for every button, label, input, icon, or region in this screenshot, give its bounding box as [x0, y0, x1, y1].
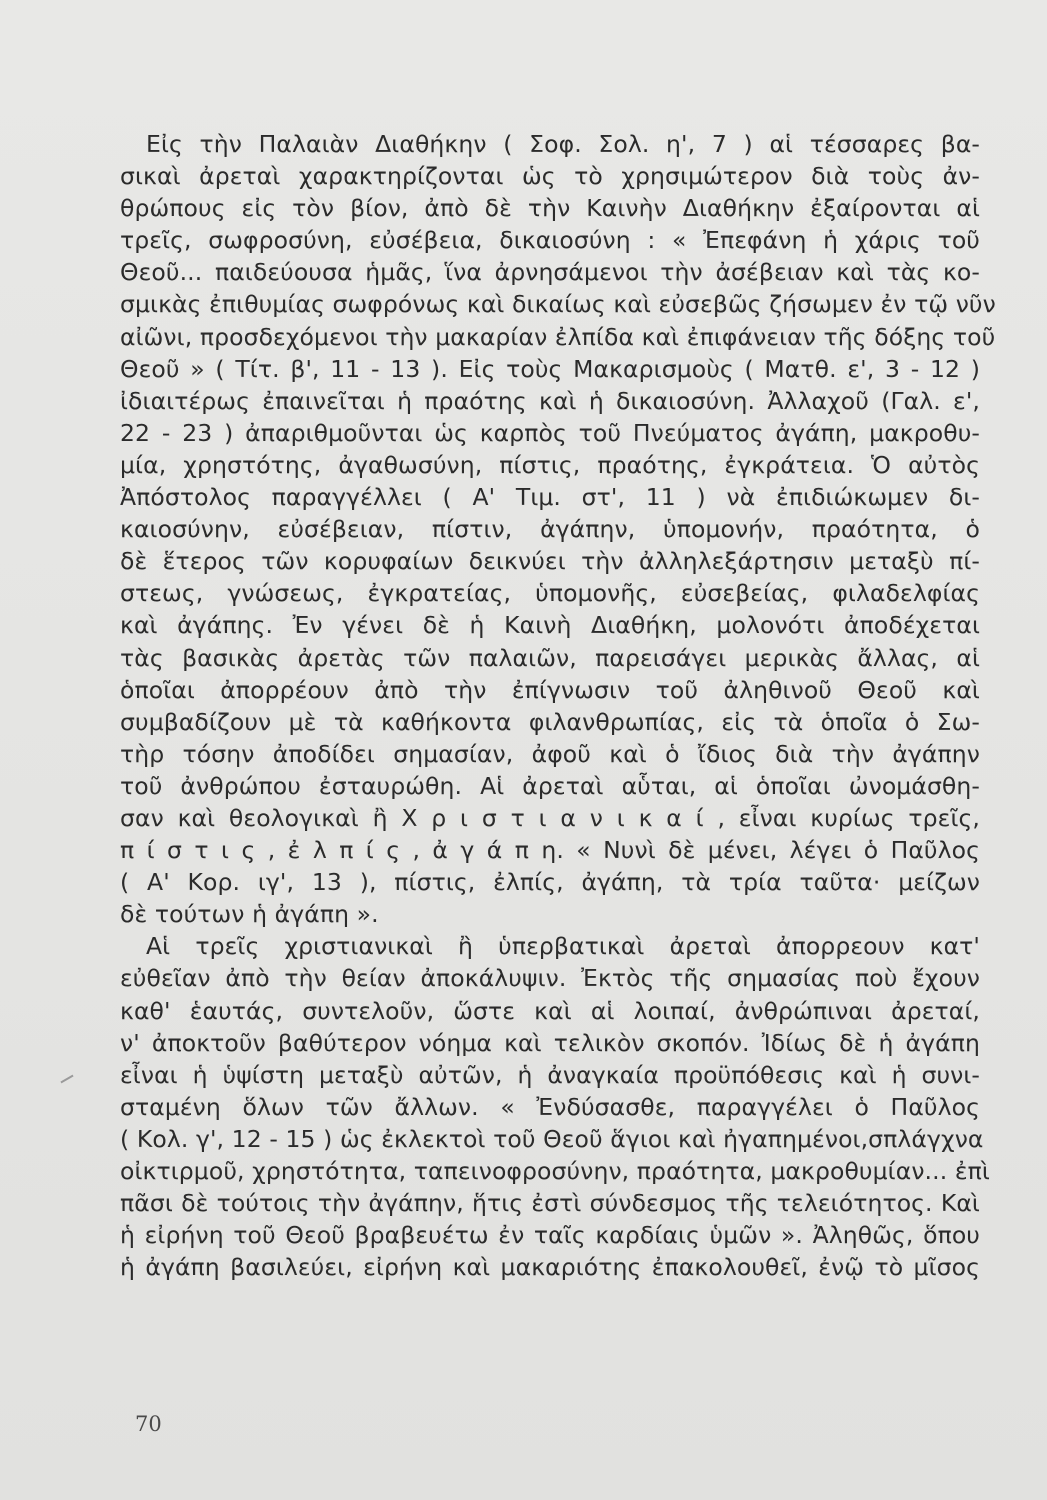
text-line: ἡ ἀγάπη βασιλεύει, εἰρήνη καὶ μακαριότης ἐπακολουθεῖ, ἐνῷ τὸ μῖσος: [120, 1253, 980, 1282]
text-line: 22 - 23 ) ἀπαριθμοῦνται ὡς καρπὸς τοῦ Πνεύματος ἀγάπη, μακροθυ-: [120, 418, 980, 447]
text-line: ἡ εἰρήνη τοῦ Θεοῦ βραβευέτω ἐν ταῖς καρδίαις ὑμῶν ». Ἀληθῶς, ὅπου: [120, 1221, 980, 1250]
paragraph-2: [120, 930, 990, 1283]
text-line: οἰκτιρμοῦ, χρηστότητα, ταπεινοφροσύνην, πραότητα, μακροθυμίαν... ἐπὶ: [120, 1157, 990, 1185]
text-line: στεως, γνώσεως, ἐγκρατείας, ὑπομονῆς, εὐσεβείας, φιλαδελφίας: [120, 579, 980, 608]
text-line: συμβαδίζουν μὲ τὰ καθήκοντα φιλανθρωπίας, εἰς τὰ ὁποῖα ὁ Σω-: [120, 707, 980, 736]
text-line: σαν καὶ θεολογικαὶ ἢ Χ ρ ι σ τ ι α ν ι κ α ί , εἶναι κυρίως τρεῖς,: [120, 803, 980, 832]
ink-speck: [60, 1075, 73, 1084]
text-line: π ί σ τ ι ς , ἐ λ π ί ς , ἀ γ ά π η. « Νυνὶ δὲ μένει, λέγει ὁ Παῦλος: [120, 836, 980, 865]
text-line: σταμένη ὅλων τῶν ἄλλων. « Ἐνδύσασθε, παραγγέλει ὁ Παῦλος: [120, 1092, 980, 1121]
text-line: αἰῶνι, προσδεχόμενοι τὴν μακαρίαν ἐλπίδα καὶ ἐπιφάνειαν τῆς δόξης τοῦ: [120, 322, 996, 351]
text-line: σμικὰς ἐπιθυμίας σωφρόνως καὶ δικαίως καὶ εὐσεβῶς ζήσωμεν ἐν τῷ νῦν: [120, 290, 996, 319]
text-line: τὰς βασικὰς ἀρετὰς τῶν παλαιῶν, παρεισάγει μερικὰς ἄλλας, αἱ: [120, 643, 980, 672]
paragraph-1: [120, 128, 996, 930]
text-line: ἰδιαιτέρως ἐπαινεῖται ἡ πραότης καὶ ἡ δικαιοσύνη. Ἀλλαχοῦ (Γαλ. ε',: [120, 386, 980, 415]
text-line: τοῦ ἀνθρώπου ἐσταυρώθη. Αἱ ἀρεταὶ αὗται, αἱ ὁποῖαι ὠνομάσθη-: [120, 771, 980, 800]
text-line: σικαὶ ἀρεταὶ χαρακτηρίζονται ὡς τὸ χρησιμώτερον διὰ τοὺς ἀν-: [120, 162, 980, 191]
text-line: εἶναι ἡ ὑψίστη μεταξὺ αὐτῶν, ἡ ἀναγκαία προϋπόθεσις καὶ ἡ συνι-: [120, 1060, 980, 1089]
text-line: θρώπους εἰς τὸν βίον, ἀπὸ δὲ τὴν Καινὴν Διαθήκην ἐξαίρονται αἱ: [120, 194, 980, 223]
text-line: ν' ἀποκτοῦν βαθύτερον νόημα καὶ τελικὸν σκοπόν. Ἰδίως δὲ ἡ ἀγάπη: [120, 1028, 980, 1057]
text-line: Αἱ τρεῖς χριστιανικαὶ ἢ ὑπερβατικαὶ ἀρεταὶ ἀπορρεουν κατ': [146, 932, 980, 961]
text-line: ὁποῖαι ἀπορρέουν ἀπὸ τὴν ἐπίγνωσιν τοῦ ἀληθινοῦ Θεοῦ καὶ: [120, 675, 980, 704]
text-line: τρεῖς, σωφροσύνη, εὐσέβεια, δικαιοσύνη : « Ἐπεφάνη ἡ χάρις τοῦ: [120, 226, 980, 255]
text-line: δὲ ἕτερος τῶν κορυφαίων δεικνύει τὴν ἀλληλεξάρτησιν μεταξὺ πί-: [120, 547, 980, 576]
text-line: καὶ ἀγάπης. Ἐν γένει δὲ ἡ Καινὴ Διαθήκη, μολονότι ἀποδέχεται: [120, 611, 980, 640]
text-line: Ἀπόστολος παραγγέλλει ( Α' Τιμ. στ', 11 ) νὰ ἐπιδιώκωμεν δι-: [120, 483, 980, 512]
text-line: καιοσύνην, εὐσέβειαν, πίστιν, ἀγάπην, ὑπομονήν, πραότητα, ὁ: [120, 515, 980, 544]
text-line: καθ' ἑαυτάς, συντελοῦν, ὥστε καὶ αἱ λοιπαί, ἀνθρώπιναι ἀρεταί,: [120, 996, 980, 1025]
text-line: εὐθεῖαν ἀπὸ τὴν θείαν ἀποκάλυψιν. Ἐκτὸς τῆς σημασίας ποὺ ἔχουν: [120, 964, 980, 993]
text-line: δὲ τούτων ἡ ἀγάπη ».: [120, 900, 379, 929]
text-line: Θεοῦ » ( Τίτ. β', 11 - 13 ). Εἰς τοὺς Μακαρισμοὺς ( Ματθ. ε', 3 - 12 ): [120, 354, 980, 383]
text-line: ( Α' Κορ. ιγ', 13 ), πίστις, ἐλπίς, ἀγάπη, τὰ τρία ταῦτα· μείζων: [120, 868, 980, 897]
text-line: Εἰς τὴν Παλαιὰν Διαθήκην ( Σοφ. Σολ. η', 7 ) αἱ τέσσαρες βα-: [146, 130, 980, 158]
page-number: 70: [135, 1412, 162, 1436]
body-text: [120, 128, 996, 1283]
text-line: τὴρ τόσην ἀποδίδει σημασίαν, ἀφοῦ καὶ ὁ ἴδιος διὰ τὴν ἀγάπην: [120, 739, 980, 768]
text-line: μία, χρηστότης, ἀγαθωσύνη, πίστις, πραότης, ἐγκράτεια. Ὁ αὐτὸς: [120, 450, 980, 479]
text-line: Θεοῦ... παιδεύουσα ἡμᾶς, ἵνα ἀρνησάμενοι τὴν ἀσέβειαν καὶ τὰς κο-: [120, 258, 980, 287]
text-line: ( Κολ. γ', 12 - 15 ) ὡς ἐκλεκτοὶ τοῦ Θεοῦ ἅγιοι καὶ ἠγαπημένοι,σπλάγχνα: [120, 1124, 984, 1153]
text-line: πᾶσι δὲ τούτοις τὴν ἀγάπην, ἥτις ἐστὶ σύνδεσμος τῆς τελειότητος. Καὶ: [120, 1189, 980, 1218]
